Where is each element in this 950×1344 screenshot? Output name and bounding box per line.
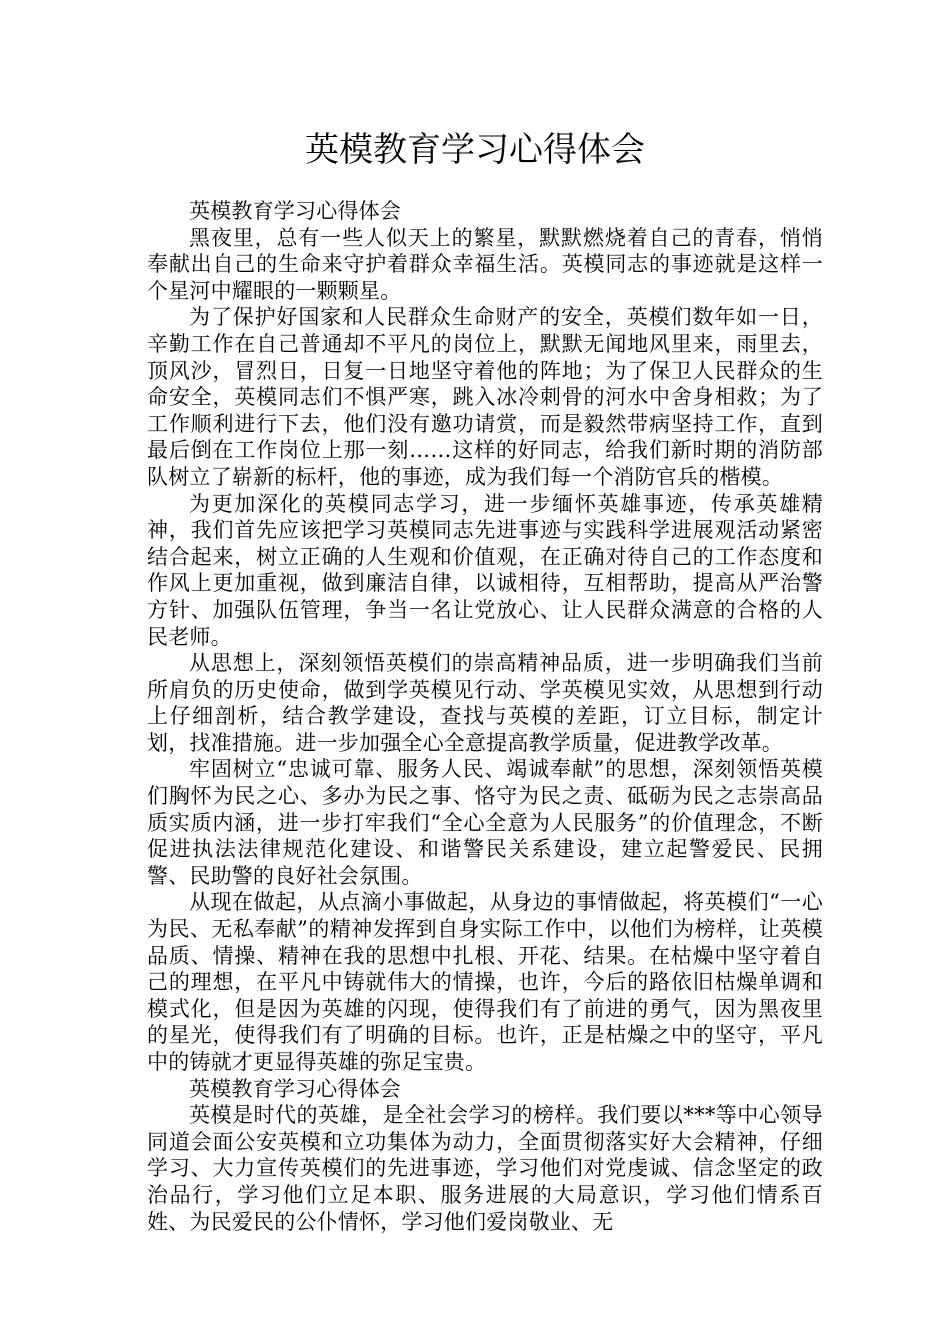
paragraph: 为更加深化的英模同志学习，进一步缅怀英雄事迹，传承英雄精神，我们首先应该把学习英模同志先进事迹与实践科学进展观活动紧密结合起来，树立正确的人生观和价值观，在正确对待自己的工作态度和作风上更加重视，做到廉洁自律，以诚相待，互相帮助，提高从严治警方针、加强队伍管理，争当一名让党放心、让人民群众满意的合格的人民老师。 bbox=[147, 491, 823, 649]
document-title: 英模教育学习心得体会 bbox=[305, 130, 645, 170]
section-heading: 英模教育学习心得体会 bbox=[189, 199, 401, 223]
paragraph: 从思想上，深刻领悟英模们的崇高精神品质，进一步明确我们当前所肩负的历史使命，做到学英模见行动、学英模见实效，从思想到行动上仔细剖析，结合教学建设，查找与英模的差距，订立目标，制定计划，找准措施。进一步加强全心全意提高教学质量，促进教学改革。 bbox=[147, 651, 823, 755]
section-heading: 英模教育学习心得体会 bbox=[189, 1076, 401, 1101]
document-body bbox=[147, 198, 823, 1235]
paragraph: 英模是时代的英雄，是全社会学习的榜样。我们要以***等中心领导同道会面公安英模和立功集体为动力，全面贯彻落实好大会精神，仔细学习、大力宣传英模们的先进事迹，学习他们对党虔诚、信念坚定的政治品行，学习他们立足本职、服务进展的大局意识，学习他们情系百姓、为民爱民的公仆情怀，学习他们爱岗敬业、无 bbox=[147, 1103, 823, 1234]
paragraph: 牢固树立“忠诚可靠、服务人民、竭诚奉献”的思想，深刻领悟英模们胸怀为民之心、多办为民之事、恪守为民之责、砥砺为民之志崇高品质实质内涵，进一步打牢我们“全心全意为人民服务”的价值理念，不断促进执法法律规范化建设、和谐警民关系建设，建立起警爱民、民拥警、民助警的良好社会氛围。 bbox=[147, 757, 823, 888]
paragraph: 黑夜里，总有一些人似天上的繁星，默默燃烧着自己的青春，悄悄奉献出自己的生命来守护着群众幸福生活。英模同志的事迹就是这样一个星河中耀眼的一颗颗星。 bbox=[147, 225, 823, 303]
paragraph: 从现在做起，从点滴小事做起，从身边的事情做起，将英模们“一心为民、无私奉献”的精神发挥到自身实际工作中，以他们为榜样，让英模品质、情操、精神在我的思想中扎根、开花、结果。在枯燥中坚守着自己的理想，在平凡中铸就伟大的情操，也许，今后的路依旧枯燥单调和模式化，但是因为英雄的闪现，使得我们有了前进的勇气，因为黑夜里的星光，使得我们有了明确的目标。也许，正是枯燥之中的坚守，平凡中的铸就才更显得英雄的弥足宝贵。 bbox=[147, 890, 823, 1074]
paragraph: 为了保护好国家和人民群众生命财产的安全，英模们数年如一日，辛勤工作在自己普通却不平凡的岗位上，默默无闻地风里来，雨里去，顶风沙，冒烈日，日复一日地坚守着他的阵地；为了保卫人民群众的生命安全，英模同志们不惧严寒，跳入冰冷刺骨的河水中舍身相救；为了工作顺利进行下去，他们没有邀功请赏，而是毅然带病坚持工作，直到最后倒在工作岗位上那一刻……这样的好同志，给我们新时期的消防部队树立了崭新的标杆，他的事迹，成为我们每一个消防官兵的楷模。 bbox=[147, 305, 823, 489]
